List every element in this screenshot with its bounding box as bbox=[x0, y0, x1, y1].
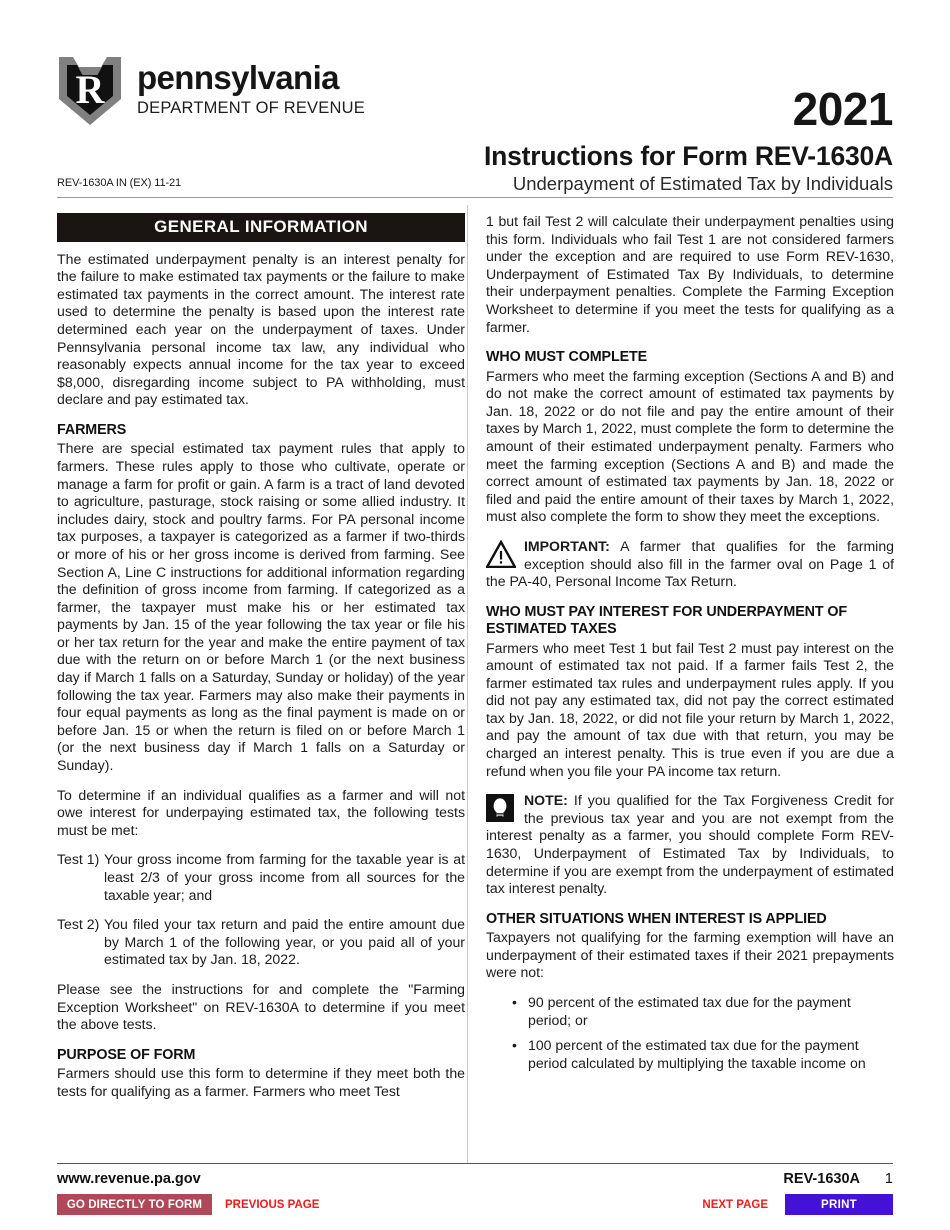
column-divider bbox=[467, 205, 468, 1163]
wordmark-pennsylvania: pennsylvania bbox=[137, 59, 339, 96]
right-column bbox=[486, 213, 894, 1080]
footer bbox=[57, 1171, 893, 1193]
page-title: Instructions for Form REV-1630A bbox=[483, 141, 893, 171]
print-button[interactable]: PRINT bbox=[785, 1194, 893, 1215]
purpose-of-form-continued: 1 but fail Test 2 will calculate their underpayment penalties using this form. Individuals who fail Test 1 are not considered farmers under the exception and are required to use Form REV-1630, Underpayment of Estimated Tax By Individuals, to determine their underpayment penalties. Complete the Farming Exception Worksheet to determine if you meet the tests for qualifying as a farmer. bbox=[486, 213, 894, 335]
list-item bbox=[486, 994, 894, 1029]
test-item-2 bbox=[57, 916, 465, 969]
footer-divider bbox=[57, 1163, 893, 1164]
document-header bbox=[57, 50, 893, 194]
important-callout bbox=[486, 538, 894, 591]
bullet-text-1: 90 percent of the estimated tax due for the payment period; or bbox=[528, 994, 851, 1028]
bullet-icon: • bbox=[512, 994, 517, 1010]
pa-revenue-logo bbox=[57, 55, 365, 127]
footer-form-id: REV-1630A bbox=[783, 1171, 860, 1187]
tax-year: 2021 bbox=[792, 83, 893, 135]
wordmark-block bbox=[137, 55, 365, 117]
other-situations-paragraph: Taxpayers not qualifying for the farming exemption will have an underpayment of their estimated taxes if their 2021 prepayments were not: bbox=[486, 929, 894, 981]
test-2-text: You filed your tax return and paid the entire amount due by March 1 of the following year, or you paid all of your estimated tax by Jan. 18, 2022. bbox=[104, 916, 465, 968]
note-callout-label: NOTE: bbox=[524, 792, 568, 809]
previous-page-button[interactable]: PREVIOUS PAGE bbox=[225, 1198, 320, 1211]
important-callout-text: A farmer that qualifies for the farming exception should also fill in the farmer oval on Page 1 of the PA-40, Personal Income Tax Return. bbox=[486, 537, 894, 590]
footer-website-url[interactable]: www.revenue.pa.gov bbox=[57, 1171, 201, 1187]
lightbulb-icon bbox=[486, 794, 516, 822]
who-must-complete-paragraph: Farmers who meet the farming exception (Sections A and B) and do not make the correct amount of estimated tax payments by Jan. 18, 2022 or do not file and pay the entire amount of their taxes by March 1, 2022, must complete the form to determine the amount of their estimated underpayment penalty. Farmers who meet the farming exception (Sections A and B) and made the correct amount of estimated tax payments by Jan. 18, 2022 or filed and paid the entire amount of their taxes by March 1, 2022, must also complete the form to show they meet the exceptions. bbox=[486, 367, 894, 525]
bullet-text-2: 100 percent of the estimated tax due for the payment period calculated by multiplying the taxable income on bbox=[528, 1037, 866, 1071]
who-must-complete-heading: WHO MUST COMPLETE bbox=[486, 349, 648, 366]
left-column bbox=[57, 213, 465, 1100]
svg-text:R: R bbox=[75, 67, 105, 112]
farmers-paragraph-3: Please see the instructions for and complete the "Farming Exception Worksheet" on REV-1630A to determine if you meet the above tests. bbox=[57, 980, 465, 1033]
footer-page-number: 1 bbox=[884, 1171, 893, 1187]
form-revision-code: REV-1630A IN (EX) 11-21 bbox=[57, 177, 182, 189]
test-1-text: Your gross income from farming for the taxable year is at least 2/3 of your gross income from all sources for the taxable year; and bbox=[104, 851, 465, 903]
next-page-button[interactable]: NEXT PAGE bbox=[702, 1198, 768, 1211]
warning-triangle-icon bbox=[486, 540, 516, 568]
bullet-icon: • bbox=[512, 1037, 517, 1054]
pdf-navigation-bar bbox=[57, 1194, 893, 1217]
who-must-pay-interest-paragraph: Farmers who meet Test 1 but fail Test 2 must pay interest on the amount of estimated tax not paid. If a farmer fails Test 2, the farmer estimated tax rules and underpayment rules apply. If you did not pay any estimated tax, did not pay the correct estimated tax by Jan. 18, 2022, or did not file your return by March 1, 2022, and pay the amount of tax due with that return, you may be charged an interest penalty. This is true even if you are due a refund when you file your PA income tax return. bbox=[486, 639, 894, 779]
note-callout-text: If you qualified for the Tax Forgiveness Credit for the previous tax year and you are not exempt from the interest penalty as a farmer, you should complete Form REV-1630, Underpayment of Estimated Tax by Individuals, to determine if you are exempt from the underpayment of estimated tax interest penalty. bbox=[486, 792, 894, 897]
list-item bbox=[486, 1037, 894, 1072]
note-callout bbox=[486, 792, 894, 898]
purpose-of-form-paragraph: Farmers should use this form to determine if they meet both the tests for qualifying as a farmer. Farmers who meet Test bbox=[57, 1065, 465, 1099]
important-callout-label: IMPORTANT: bbox=[524, 537, 610, 554]
wordmark-department: DEPARTMENT OF REVENUE bbox=[137, 99, 365, 117]
test-item-1 bbox=[57, 851, 465, 904]
farmers-paragraph-2: To determine if an individual qualifies as a farmer and will not owe interest for underpaying estimated tax, the following tests must be met: bbox=[57, 786, 465, 838]
page-subtitle: Underpayment of Estimated Tax by Individuals bbox=[512, 173, 893, 194]
farmers-paragraph-1: There are special estimated tax payment rules that apply to farmers. These rules apply to those who cultivate, operate or manage a farm for profit or gain. A farm is a tract of land devoted to agriculture, pasturage, stock raising or some allied industry. It includes dairy, stock and poultry farms. For PA personal income tax purposes, a taxpayer is categorized as a farmer if two-thirds or more of his or her gross income is derived from farming. See Section A, Line C instructions for additional information regarding the definition of gross income from farming. If categorized as a farmer, the taxpayer must make his or her estimated tax payments by Jan. 15 of the year following the tax year or file his or her tax return for the year and make the entire payment of tax due with the return on or before March 1 (or the next business day if March 1 falls on a Saturday, Sunday or holiday) of the year following the tax year. Farmers may also make their payments in four equal payments as long as the final payment is made on or before Jan. 15 or when the return is filed on or before March 1 (or the next business day if March 1 falls on a Saturday or Sunday). bbox=[57, 440, 465, 774]
go-directly-to-form-button[interactable]: GO DIRECTLY TO FORM bbox=[57, 1194, 212, 1215]
header-divider bbox=[57, 197, 893, 198]
farmers-heading: FARMERS bbox=[57, 421, 127, 438]
pa-keystone-logo-icon bbox=[57, 55, 123, 127]
test-1-label: Test 1) bbox=[57, 851, 100, 868]
who-must-pay-interest-heading: WHO MUST PAY INTEREST FOR UNDERPAYMENT OF ESTIMATED TAXES bbox=[486, 603, 848, 638]
other-situations-heading: OTHER SITUATIONS WHEN INTEREST IS APPLIED bbox=[486, 910, 827, 927]
general-information-paragraph: The estimated underpayment penalty is an interest penalty for the failure to make estimated tax payments or the failure to make estimated tax payments in the correct amount. The interest rate used to determine the penalty is based upon the interest rate determined each year on the underpayment of taxes. Under Pennsylvania personal income tax law, any individual who reasonably expects annual income for the tax year to exceed $8,000, disregarding income subject to PA withholding, must declare and pay estimated tax. bbox=[57, 250, 465, 408]
general-information-banner: GENERAL INFORMATION bbox=[57, 213, 465, 242]
test-2-label: Test 2) bbox=[57, 916, 100, 933]
purpose-of-form-heading: PURPOSE OF FORM bbox=[57, 1046, 196, 1063]
